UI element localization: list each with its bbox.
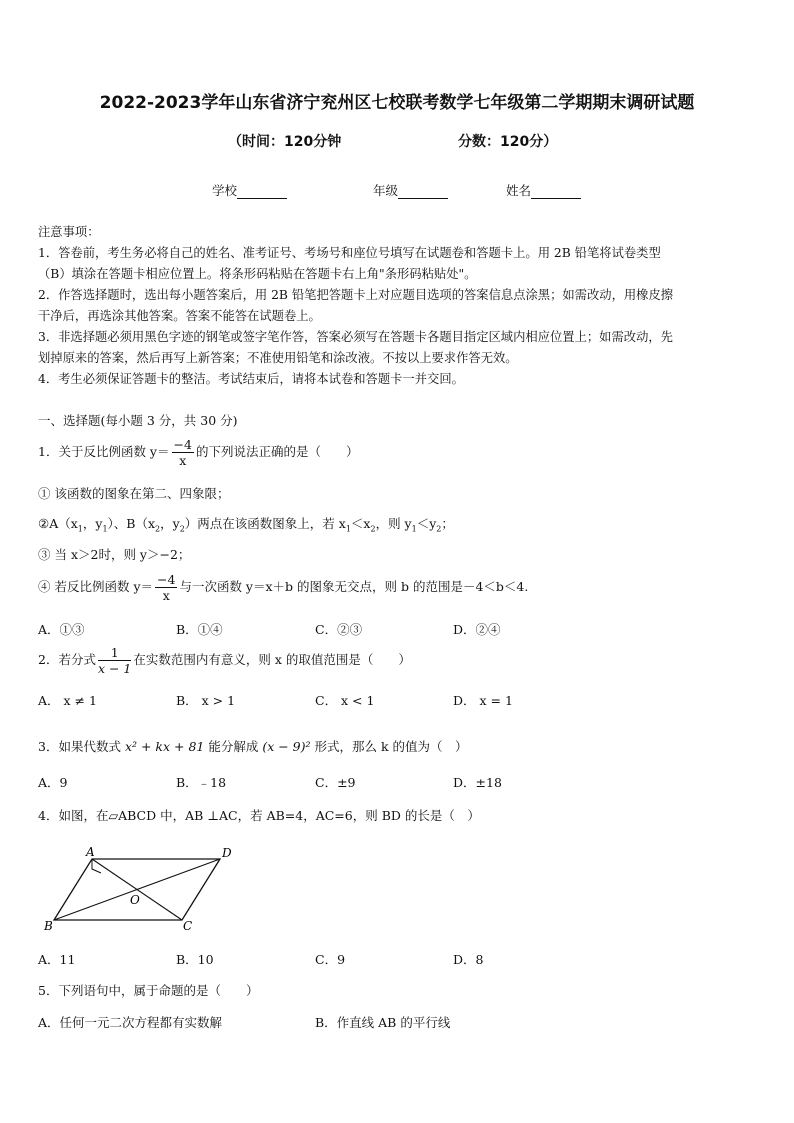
q1-fraction xyxy=(172,437,194,468)
q5-option-a: A．任何一元二次方程都有实数解 xyxy=(38,1015,223,1030)
q3-option-a: A．9 xyxy=(38,775,68,790)
q1-pre: 1．关于反比例函数 y＝ xyxy=(38,444,170,459)
notice-line: 2．作答选择题时，选出每小题答案后，用 2B 铅笔把答题卡上对应题目选项的答案信息点涂黑；如需改动，用橡皮擦 xyxy=(38,288,674,302)
question-1-stem xyxy=(38,437,358,468)
grade-blank xyxy=(398,186,448,199)
q4-option-c: C．9 xyxy=(315,952,346,967)
q3-option-b: B．﹣18 xyxy=(176,775,227,790)
question-5-stem: 5．下列语句中，属于命题的是（ ） xyxy=(38,983,259,998)
diagonal-bd xyxy=(54,859,220,920)
question-4-stem: 4．如图，在▱ABCD 中，AB ⊥AC，若 AB=4，AC=6，则 BD 的长是（ ） xyxy=(38,808,480,823)
grade-field xyxy=(373,181,448,199)
q2-option-a: A． x ≠ 1 xyxy=(38,693,97,708)
section-heading: 一、选择题(每小题 3 分，共 30 分) xyxy=(38,413,238,428)
q4-option-a: A．11 xyxy=(38,952,76,967)
notice-line: 4．考生必须保证答题卡的整洁。考试结束后，请将本试卷和答题卡一并交回。 xyxy=(38,372,464,386)
right-angle-mark xyxy=(92,859,101,873)
notice-line: 划掉原来的答案，然后再写上新答案；不准使用铅笔和涂改液。不按以上要求作答无效。 xyxy=(38,351,518,365)
q4-option-b: B．10 xyxy=(176,952,214,967)
notice-heading: 注意事项： xyxy=(38,225,100,239)
q5-option-b: B．作直线 AB 的平行线 xyxy=(315,1015,451,1030)
notice-line: 1．答卷前，考生务必将自己的姓名、准考证号、考场号和座位号填写在试题卷和答题卡上。用 2B 铅笔将试卷类型 xyxy=(38,246,661,260)
label-d: D xyxy=(222,846,232,860)
q1-option-c: C．②③ xyxy=(315,622,363,637)
q1-option-a: A．①③ xyxy=(38,622,85,637)
q1-statement-3: ③ 当 x＞2时，则 y＞−2； xyxy=(38,547,191,562)
label-b: B xyxy=(44,919,53,933)
page-title: 2022-2023学年山东省济宁兖州区七校联考数学七年级第二学期期末调研试题 xyxy=(99,93,695,113)
grade-label: 年级 xyxy=(373,183,399,198)
q1-option-b: B．①④ xyxy=(176,622,223,637)
school-field xyxy=(212,181,287,199)
name-blank xyxy=(531,186,581,199)
q4-option-d: D．8 xyxy=(453,952,484,967)
q1-statement-4: ④ 若反比例函数 y＝ $\frac{-4}{x}$ 与一次函数 y＝x＋b 的图象无交点，则 b 的范围是－4＜b＜4. xyxy=(38,572,529,603)
exam-score: 分数：120分） xyxy=(458,134,558,150)
name-label: 姓名 xyxy=(506,183,532,198)
label-o: O xyxy=(130,893,140,907)
q1-statement-1: ① 该函数的图象在第二、四象限； xyxy=(38,486,230,501)
q1-option-d: D．②④ xyxy=(453,622,501,637)
question-3-stem: 3．如果代数式 x² + kx + 81 能分解成 (x − 9)² 形式，那么 k 的值为（ ） xyxy=(38,739,468,754)
notice-line: （B）填涂在答题卡相应位置上。将条形码粘贴在答题卡右上角"条形码粘贴处"。 xyxy=(38,267,477,281)
school-label: 学校 xyxy=(212,183,238,198)
notice-line: 3．非选择题必须用黑色字迹的钢笔或签字笔作答，答案必须写在答题卡各题目指定区域内相应位置上；如需改动，先 xyxy=(38,330,673,344)
label-a: A xyxy=(86,845,95,859)
q1-numerator: −4 xyxy=(173,437,192,452)
name-field xyxy=(506,181,581,199)
q3-option-d: D．±18 xyxy=(453,775,502,790)
q1-denominator: x xyxy=(179,453,187,468)
exam-time: （时间：120分钟 xyxy=(228,134,342,150)
q3-expression-1: x² + kx + 81 xyxy=(124,739,205,754)
q2-option-d: D． x = 1 xyxy=(453,693,513,708)
q2-option-c: C． x < 1 xyxy=(315,693,375,708)
school-blank xyxy=(237,186,287,199)
q2-fraction: $\frac{1}{x - 1}$ xyxy=(97,645,132,676)
notice-block xyxy=(38,222,673,390)
q1-statement-2: $②A(x_1$，$y_1$）、$B(x_2$，$y_2$）两点在该函数图象上，若 $x_1<x_2$，则 $y_1<y_2$； xyxy=(38,516,454,534)
q3-expression-2: (x − 9)² xyxy=(262,739,311,754)
label-c: C xyxy=(183,919,193,933)
q3-option-c: C．±9 xyxy=(315,775,356,790)
parallelogram-figure xyxy=(40,842,240,934)
question-2-stem: 2．若分式 $\frac{1}{x - 1}$ 在实数范围内有意义，则 x 的取值范围是（ ） xyxy=(38,645,411,676)
q2-option-b: B． x > 1 xyxy=(176,693,236,708)
notice-line: 干净后，再选涂其他答案。答案不能答在试题卷上。 xyxy=(38,309,321,323)
q1-s4-fraction: $\frac{-4}{x}$ xyxy=(157,572,176,603)
q1-post: 的下列说法正确的是（ ） xyxy=(195,444,359,459)
